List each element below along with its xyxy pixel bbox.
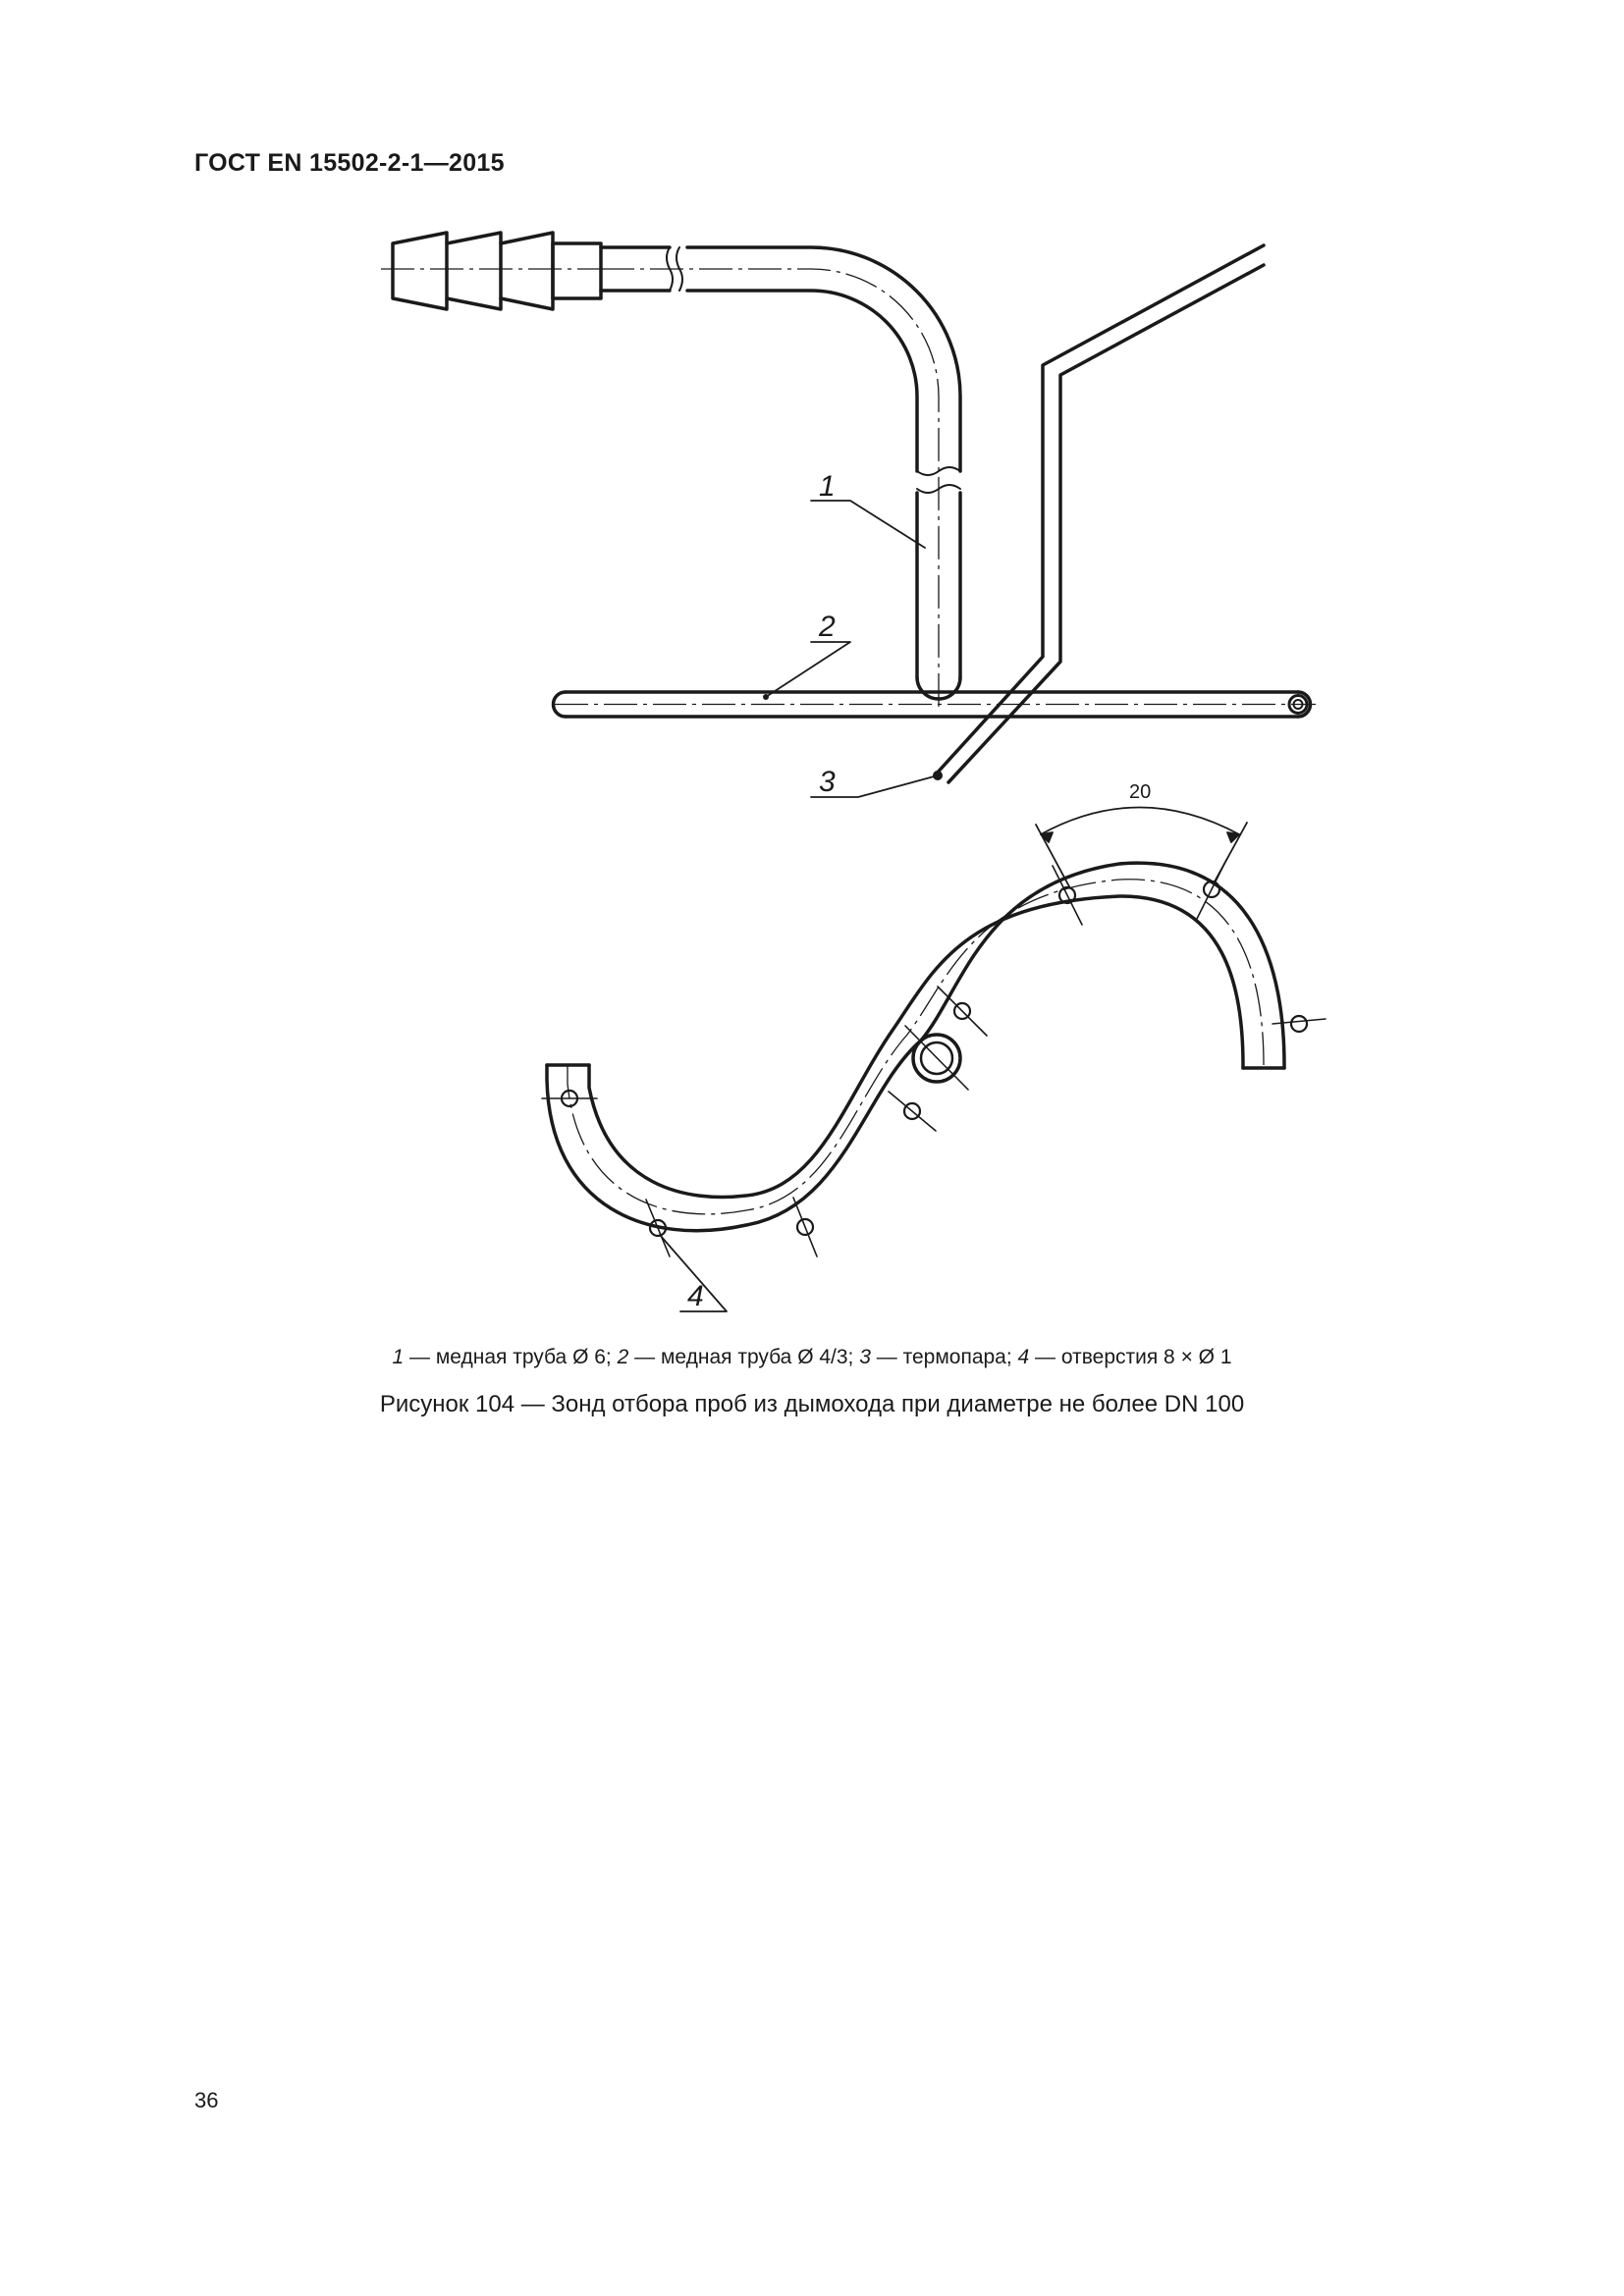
page-number: 36 — [194, 2088, 219, 2112]
legend-text-2: — медная труба Ø 4/3; — [628, 1346, 860, 1368]
tube-1 — [601, 247, 960, 699]
thermocouple — [935, 245, 1264, 782]
figure-legend — [0, 1346, 1624, 1369]
legend-num-2: 2 — [617, 1346, 629, 1368]
legend-num-3: 3 — [859, 1346, 871, 1368]
callout-3: 3 — [819, 766, 836, 798]
legend-num-4: 4 — [1017, 1346, 1030, 1368]
document-header: ГОСТ EN 15502-2-1—2015 — [194, 149, 505, 177]
callout-2: 2 — [819, 611, 836, 643]
legend-text-1: — медная труба Ø 6; — [404, 1346, 618, 1368]
s-probe — [547, 863, 1284, 1231]
legend-num-1: 1 — [392, 1346, 405, 1368]
callout-4: 4 — [687, 1280, 704, 1312]
holes — [562, 881, 1307, 1236]
figure-caption: Рисунок 104 — Зонд отбора проб из дымохода при диаметре не более DN 100 — [379, 1391, 1245, 1417]
leader-lines — [660, 501, 938, 1311]
legend-text-4: — отверстия 8 × Ø 1 — [1029, 1346, 1232, 1368]
callout-1: 1 — [819, 470, 836, 503]
dimension-label: 20 — [1129, 781, 1152, 803]
hole-crosslines — [542, 860, 1326, 1256]
hose-connector — [393, 233, 601, 309]
legend-text-3: — термопара; — [870, 1346, 1018, 1368]
